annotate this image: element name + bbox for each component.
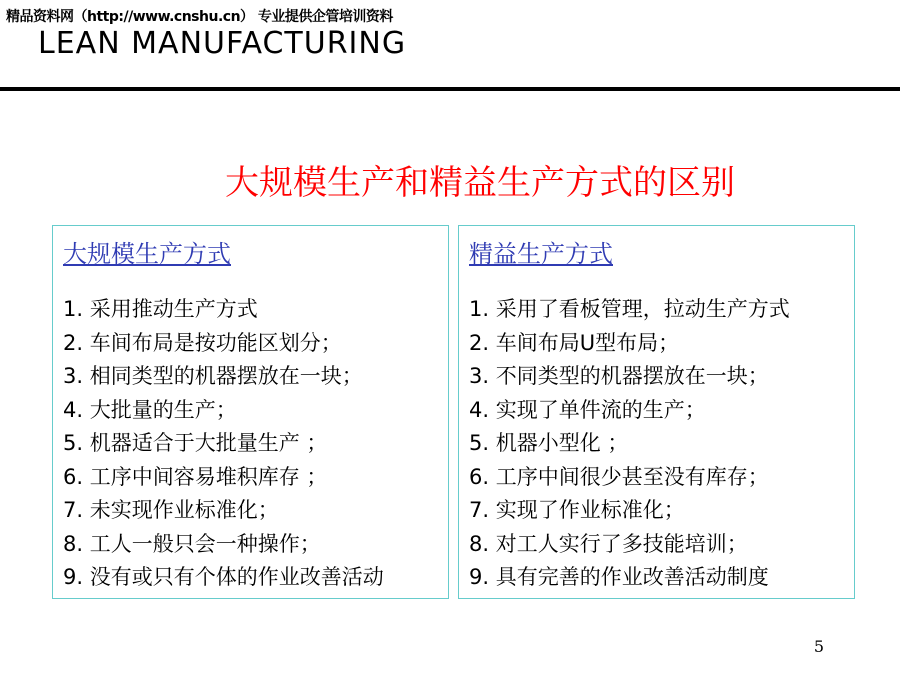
list-item: 7. 未实现作业标准化； xyxy=(63,498,279,522)
header-divider xyxy=(0,87,900,91)
list-item: 9. 没有或只有个体的作业改善活动 xyxy=(63,565,384,589)
list-item: 1. 采用推动生产方式 xyxy=(63,297,258,321)
list-item: 4. 大批量的生产； xyxy=(63,397,237,422)
page-number: 5 xyxy=(813,637,824,656)
list-item: 6. 工序中间很少甚至没有库存； xyxy=(469,464,769,489)
list-item: 5. 机器小型化 ； xyxy=(469,431,629,455)
list-item: 6. 工序中间容易堆积库存 ； xyxy=(63,464,328,489)
list-item: 2. 车间布局是按功能区划分； xyxy=(63,330,342,355)
mass-production-heading[interactable]: 大规模生产方式 xyxy=(63,240,231,268)
list-item: 2. 车间布局U型布局； xyxy=(469,330,680,355)
list-item: 8. 对工人实行了多技能培训； xyxy=(469,531,748,556)
list-item: 1. 采用了看板管理，拉动生产方式 xyxy=(469,297,790,321)
list-item: 3. 相同类型的机器摆放在一块； xyxy=(63,364,363,388)
mass-production-box xyxy=(52,225,449,599)
lean-production-heading[interactable]: 精益生产方式 xyxy=(469,240,613,268)
list-item: 5. 机器适合于大批量生产 ； xyxy=(63,431,328,455)
list-item: 4. 实现了单件流的生产； xyxy=(469,397,706,422)
slide-title: 大规模生产和精益生产方式的区别 xyxy=(225,163,735,203)
list-item: 8. 工人一般只会一种操作； xyxy=(63,531,321,556)
list-item: 7. 实现了作业标准化； xyxy=(469,498,685,522)
list-item: 9. 具有完善的作业改善活动制度 xyxy=(469,565,769,589)
lean-production-box xyxy=(458,225,855,599)
watermark-text: 精品资料网（http://www.cnshu.cn） 专业提供企管培训资料 xyxy=(6,9,393,25)
header-title: LEAN MANUFACTURING xyxy=(38,26,407,60)
list-item: 3. 不同类型的机器摆放在一块； xyxy=(469,364,769,388)
